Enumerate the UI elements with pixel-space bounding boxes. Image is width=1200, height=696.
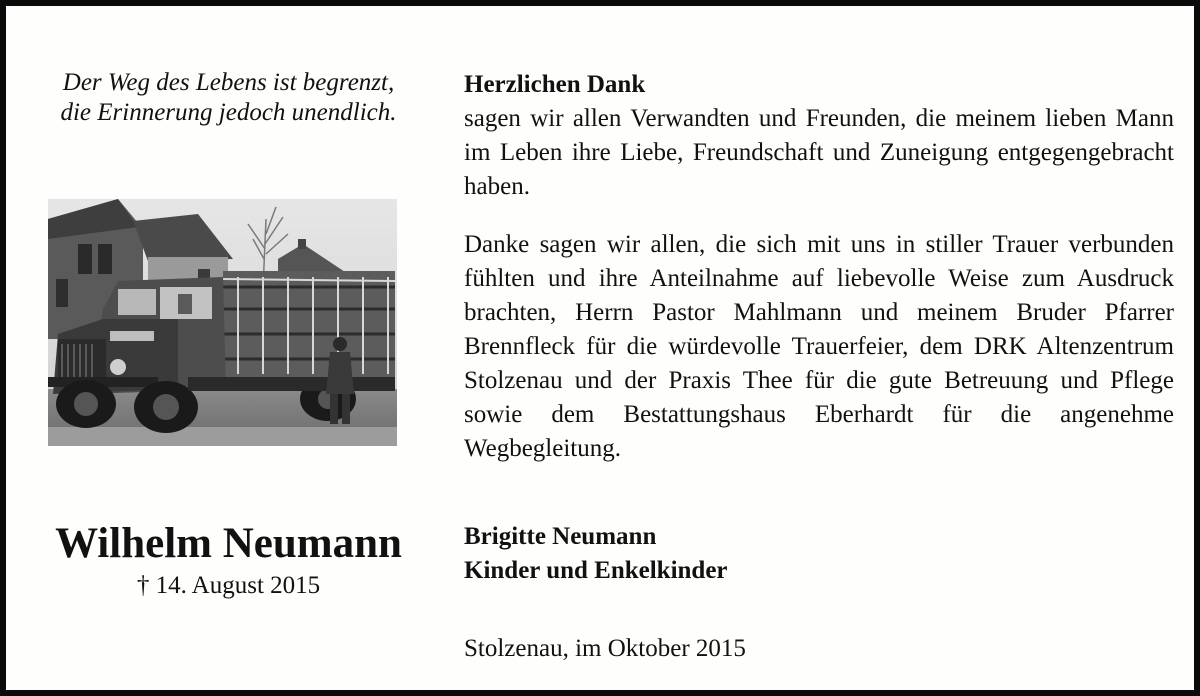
place-and-date: Stolzenau, im Oktober 2015 xyxy=(464,635,746,662)
signers xyxy=(464,520,1174,588)
thanks-paragraph-2: Danke sagen wir allen, die sich mit uns in stiller Trauer verbunden fühlten und ihre Anteilnahme auf liebevolle Weise zum Ausdruck brachten, Herrn Pastor Mahlmann und meinem Bruder Pfarrer Brennfleck für die würdevolle Trauerfeier, dem DRK Altenzentrum Stolzenau und der Praxis Thee für die gute Betreuung und Pflege sowie dem Bestattungshaus Eberhardt für die angenehme Wegbegleitung. xyxy=(464,231,1174,462)
motto-line-1: Der Weg des Lebens ist begrenzt, xyxy=(62,69,395,96)
signer-family: Kinder und Enkelkinder xyxy=(464,557,728,584)
deceased-name: Wilhelm Neumann xyxy=(55,520,402,567)
thanks-heading: Herzlichen Dank xyxy=(464,71,646,98)
thanks-paragraph-1: sagen wir allen Verwandten und Freunden, die meinem lieben Mann im Leben ihre Liebe, Freundschaft und Zuneigung entgegengebracht haben. xyxy=(464,105,1174,200)
truck-photo-illustration xyxy=(48,199,397,446)
thank-you-text xyxy=(464,68,1174,466)
motto-quote xyxy=(26,68,431,128)
motto-line-2: die Erinnerung jedoch unendlich. xyxy=(60,99,397,126)
memorial-photo xyxy=(48,199,397,446)
signer-name: Brigitte Neumann xyxy=(464,523,657,550)
death-date: † 14. August 2015 xyxy=(136,572,321,599)
